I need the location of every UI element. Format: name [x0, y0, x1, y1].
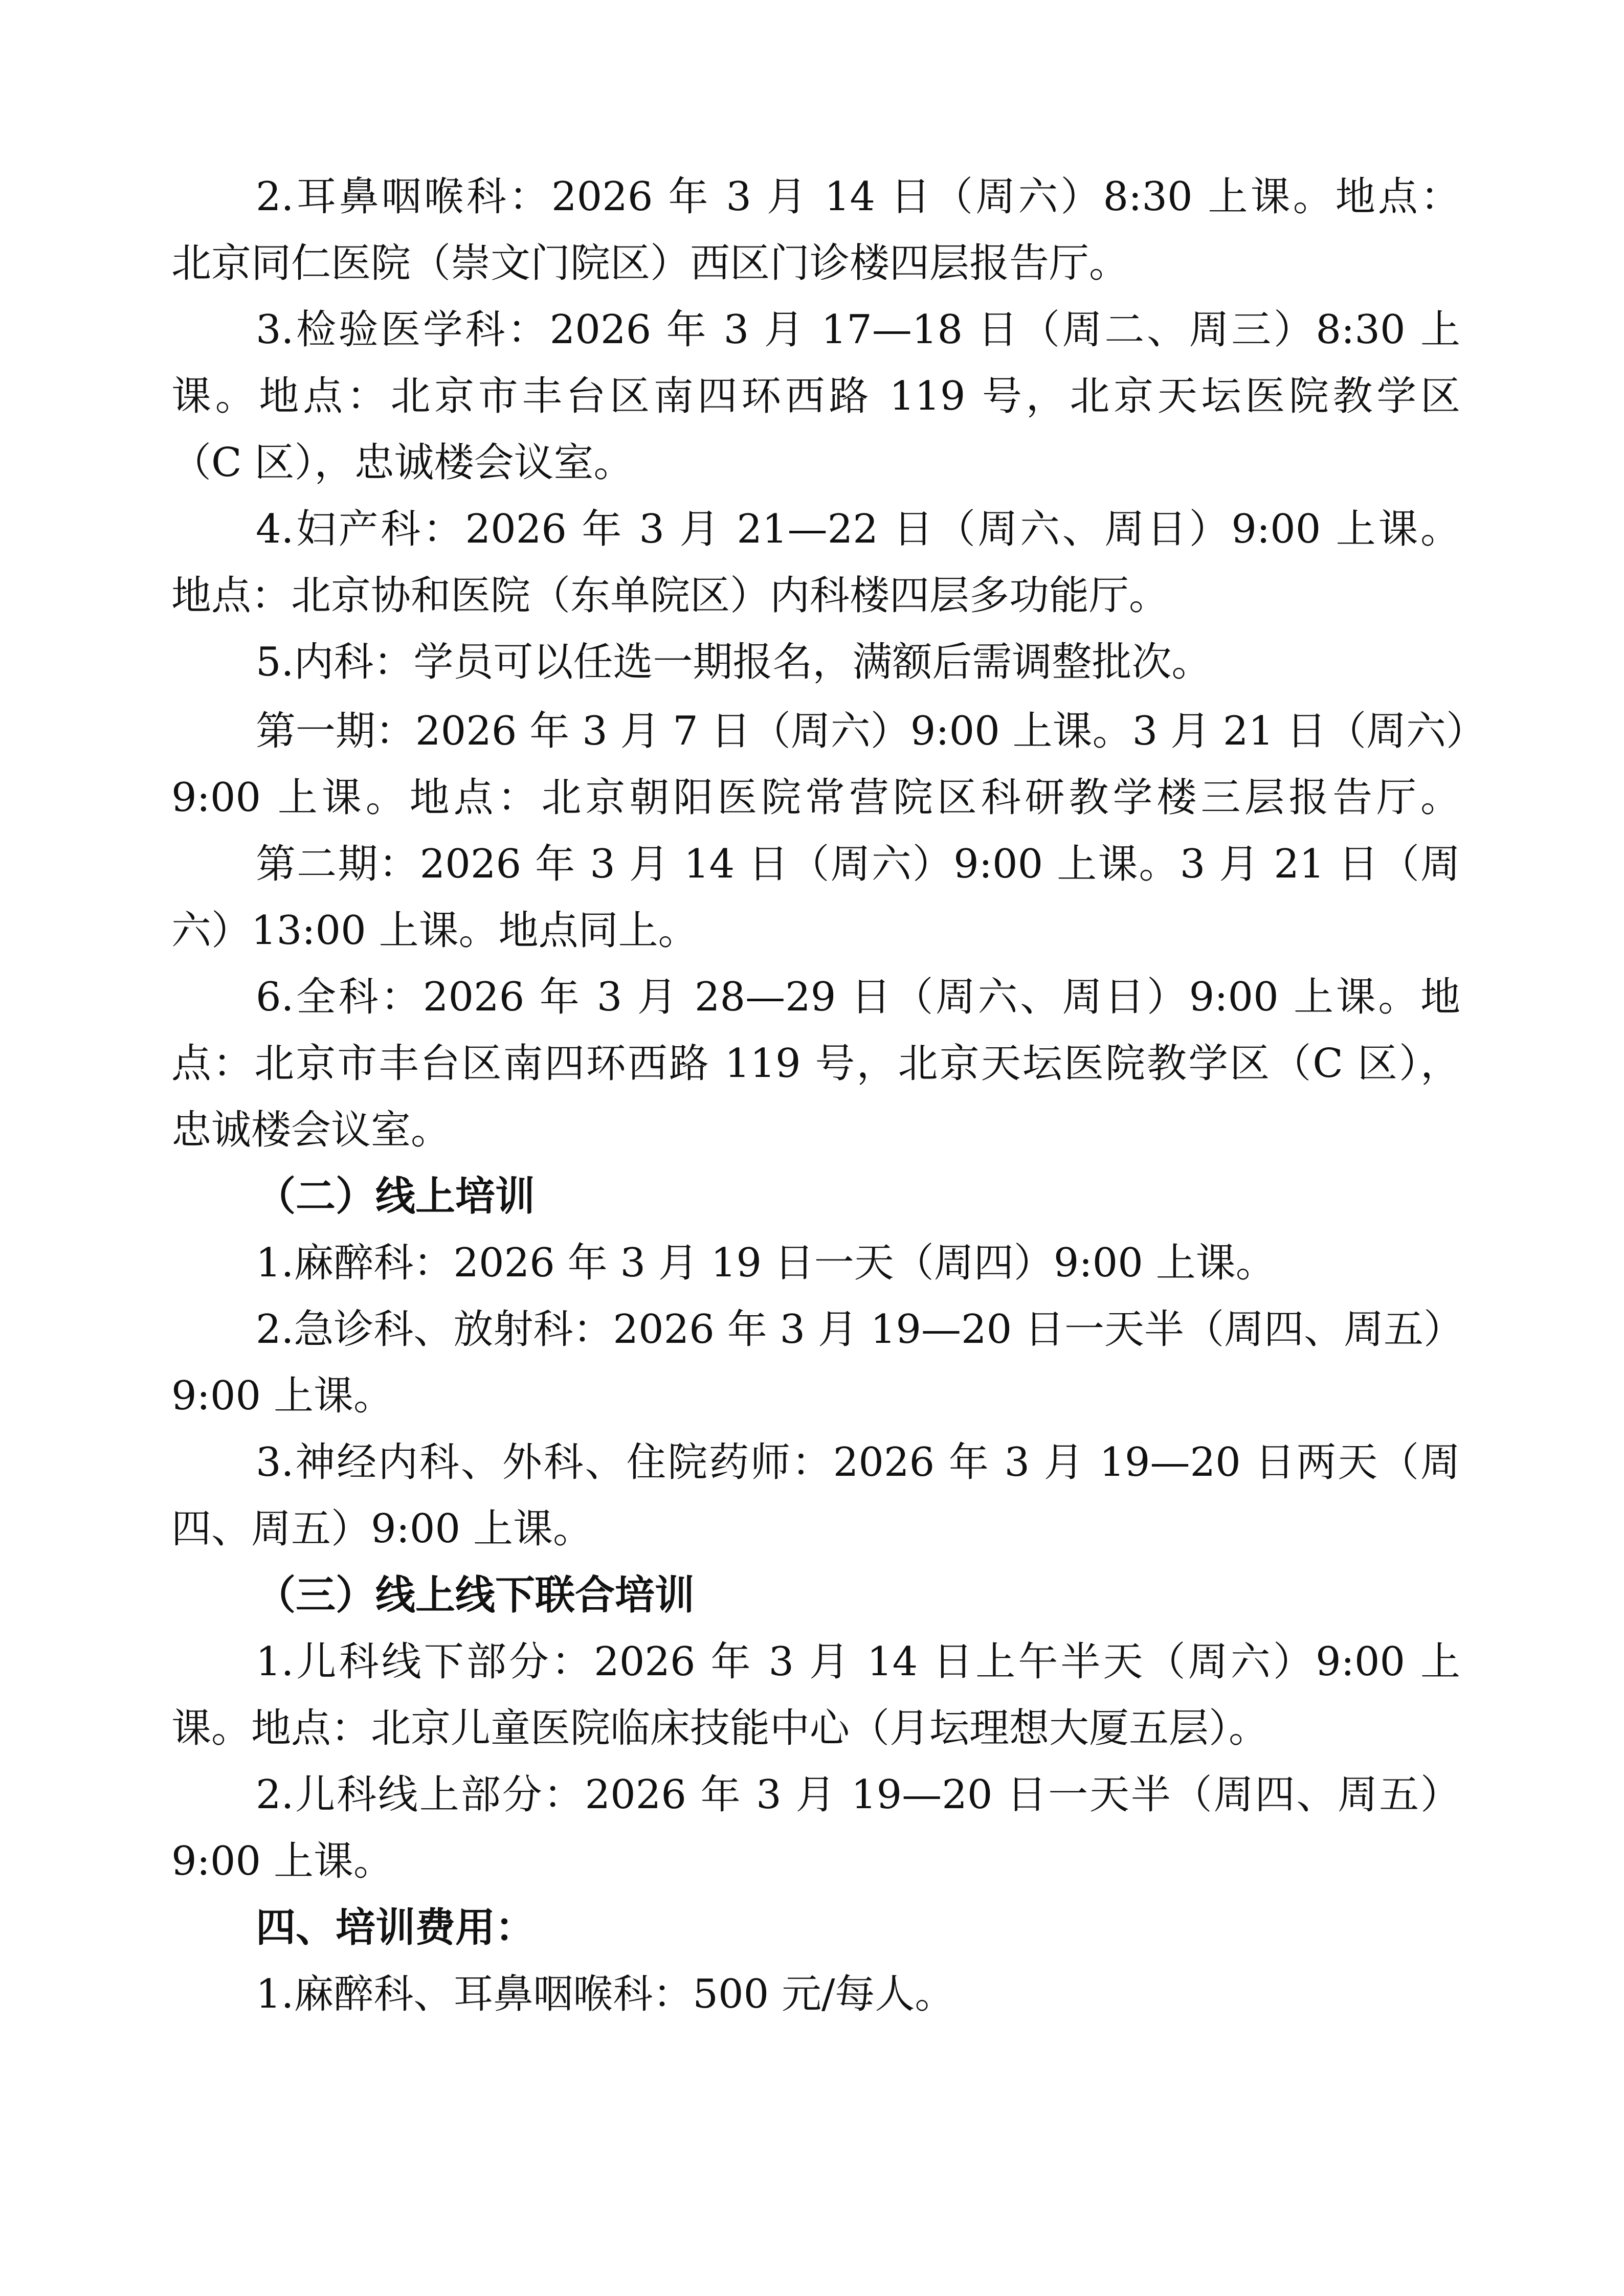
paragraph-line: 课。地点：北京市丰台区南四环西路 119 号，北京天坛医院教学区	[171, 373, 1460, 419]
paragraph-line: 忠诚楼会议室。	[171, 1107, 451, 1153]
section-heading: 四、培训费用：	[256, 1905, 536, 1951]
paragraph-line: 第一期：2026 年 3 月 7 日（周六）9:00 上课。3 月 21 日（周六）	[256, 708, 1486, 754]
paragraph-line: 4.妇产科：2026 年 3 月 21—22 日（周六、周日）9:00 上课。	[256, 506, 1460, 552]
paragraph-line: 点：北京市丰台区南四环西路 119 号，北京天坛医院教学区（C 区），	[171, 1041, 1460, 1087]
section-heading: （二）线上培训	[256, 1174, 536, 1220]
paragraph-line: 四、周五）9:00 上课。	[171, 1506, 593, 1552]
paragraph-line: 3.神经内科、外科、住院药师：2026 年 3 月 19—20 日两天（周	[256, 1439, 1460, 1485]
paragraph-line: 3.检验医学科：2026 年 3 月 17—18 日（周二、周三）8:30 上	[256, 307, 1460, 353]
paragraph-line: 1.儿科线下部分：2026 年 3 月 14 日上午半天（周六）9:00 上	[256, 1639, 1460, 1685]
paragraph-line: 1.麻醉科：2026 年 3 月 19 日一天（周四）9:00 上课。	[256, 1240, 1276, 1286]
paragraph-line: 2.儿科线上部分：2026 年 3 月 19—20 日一天半（周四、周五）	[256, 1772, 1460, 1818]
paragraph-line: 9:00 上课。	[171, 1838, 393, 1884]
paragraph-line: 5.内科：学员可以任选一期报名，满额后需调整批次。	[256, 639, 1212, 685]
paragraph-line: 第二期：2026 年 3 月 14 日（周六）9:00 上课。3 月 21 日（周	[256, 841, 1460, 887]
paragraph-line: 课。地点：北京儿童医院临床技能中心（月坛理想大厦五层）。	[171, 1705, 1269, 1751]
paragraph-line: 2.急诊科、放射科：2026 年 3 月 19—20 日一天半（周四、周五）	[256, 1307, 1464, 1353]
paragraph-line: 9:00 上课。	[171, 1373, 393, 1419]
paragraph-line: 6.全科：2026 年 3 月 28—29 日（周六、周日）9:00 上课。地	[256, 974, 1460, 1020]
paragraph-line: 北京同仁医院（崇文门院区）西区门诊楼四层报告厅。	[171, 240, 1129, 286]
paragraph-line: 地点：北京协和医院（东单院区）内科楼四层多功能厅。	[171, 573, 1169, 619]
paragraph-line: 9:00 上课。地点：北京朝阳医院常营院区科研教学楼三层报告厅。	[171, 775, 1461, 821]
paragraph-line: 2.耳鼻咽喉科：2026 年 3 月 14 日（周六）8:30 上课。地点：	[256, 174, 1460, 220]
paragraph-line: 1.麻醉科、耳鼻咽喉科：500 元/每人。	[256, 1971, 955, 2017]
paragraph-line: （C 区），忠诚楼会议室。	[171, 440, 634, 486]
paragraph-line: 六）13:00 上课。地点同上。	[171, 908, 698, 954]
section-heading: （三）线上线下联合培训	[256, 1572, 695, 1618]
